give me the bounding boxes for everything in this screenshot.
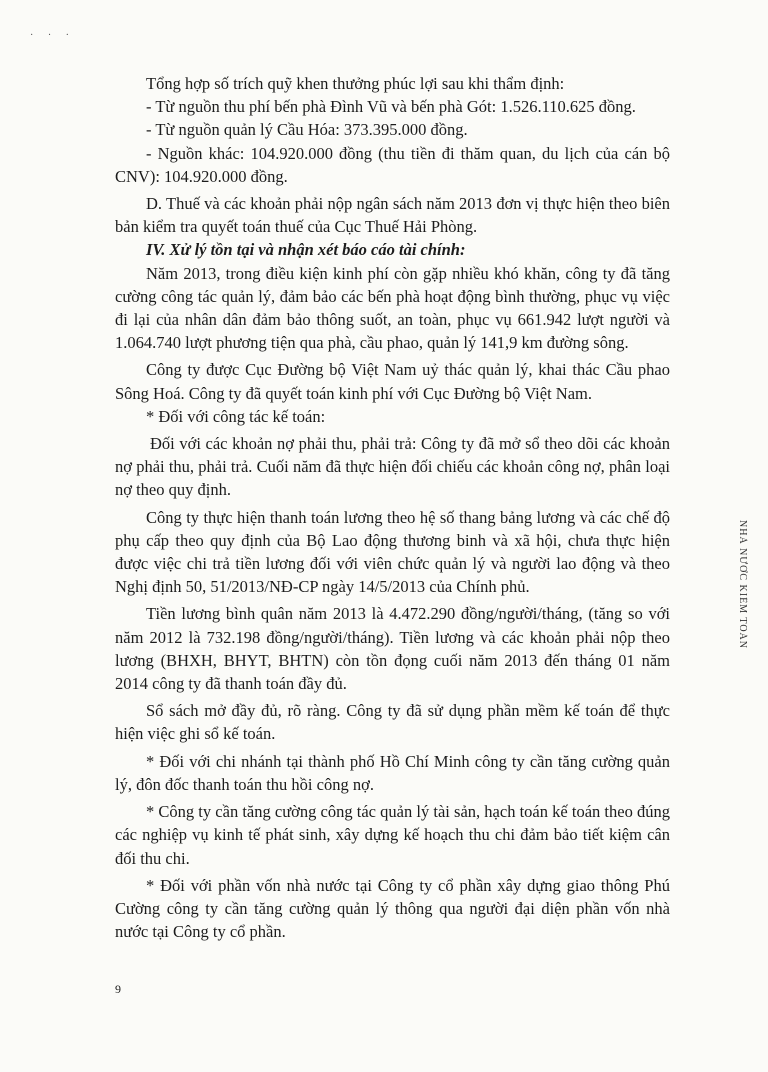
section-heading-iv: IV. Xử lý tồn tại và nhận xét báo cáo tài chính: <box>146 240 466 260</box>
paragraph-entrusted-bridge: Công ty được Cục Đường bộ Việt Nam uỷ thác quản lý, khai thác Cầu phao Sông Hoá. Công ty đã quyết toán kinh phí với Cục Đường bộ Việt Nam. <box>115 360 670 403</box>
paragraph-salary-policy: Công ty thực hiện thanh toán lương theo hệ số thang bảng lương và các chế độ phụ cấp theo quy định của Bộ Lao động thương binh và xã hội, chưa thực hiện được việc chi trả tiền lương đối với viên chức quản lý và người lao động và theo Nghị định 50, 51/2013/NĐ-CP ngày 14/5/2013 của Chính phủ. <box>115 507 670 597</box>
page-body <box>115 72 670 943</box>
paragraph-state-capital: * Đối với phần vốn nhà nước tại Công ty cổ phần xây dựng giao thông Phú Cường công ty cần tăng cường quản lý thông qua người đại diện phần vốn nhà nước tại Công ty cổ phần. <box>115 875 670 942</box>
paragraph-operations-2013: Năm 2013, trong điều kiện kinh phí còn gặp nhiều khó khăn, công ty đã tăng cường công tác quản lý, đảm bảo các bến phà hoạt động bình thường, phục vụ việc đi lại của nhân dân đảm bảo thông suốt, an toàn, phục vụ 661.942 lượt người và 1.064.740 lượt phương tiện qua phà, cầu phao, quản lý 141,9 km đường sông. <box>115 263 670 353</box>
list-item-bridge-fund: - Từ nguồn quản lý Cầu Hóa: 373.395.000 đồng. <box>146 120 468 140</box>
paragraph-hcm-branch: * Đối với chi nhánh tại thành phố Hồ Chí Minh công ty cần tăng cường quản lý, đôn đốc thanh toán thu hồi công nợ. <box>115 751 670 794</box>
page-number: 9 <box>115 982 121 996</box>
paragraph-asset-management: * Công ty cần tăng cường công tác quản lý tài sản, hạch toán kế toán theo đúng các nghiệp vụ kinh tế phát sinh, xây dựng kế hoạch thu chi đảm bảo tiết kiệm cân đối thu chi. <box>115 802 670 868</box>
scan-specks: · · · <box>30 30 75 41</box>
paragraph-receivables: Đối với các khoản nợ phải thu, phải trả: Công ty đã mở sổ theo dõi các khoản nợ phải thu, phải trả. Cuối năm đã thực hiện đối chiếu các khoản công nợ, phân loại nợ theo quy định. <box>115 434 670 500</box>
paragraph-accounting-heading: * Đối với công tác kế toán: <box>146 406 326 426</box>
paragraph-tax: D. Thuế và các khoản phải nộp ngân sách năm 2013 đơn vị thực hiện theo biên bản kiểm tra quyết toán thuế của Cục Thuế Hải Phòng. <box>115 194 670 237</box>
paragraph-bookkeeping: Sổ sách mở đầy đủ, rõ ràng. Công ty đã sử dụng phần mềm kế toán để thực hiện việc ghi sổ kế toán. <box>115 701 670 744</box>
paragraph-fund-summary: Tổng hợp số trích quỹ khen thưởng phúc lợi sau khi thẩm định: <box>146 74 565 93</box>
list-item-ferry-fund: - Từ nguồn thu phí bến phà Đình Vũ và bến phà Gót: 1.526.110.625 đồng. <box>146 97 636 117</box>
paragraph-average-salary: Tiền lương bình quân năm 2013 là 4.472.290 đồng/người/tháng, (tăng so với năm 2012 là 732.198 đồng/người/tháng). Tiền lương và các khoản phải nộp theo lương (BHXH, BHYT, BHTN) còn tồn đọng cuối năm 2013 đến tháng 01 năm 2014 công ty đã thanh toán đầy đủ. <box>115 604 670 694</box>
side-stamp: NHÀ NƯỚC KIỂM TOÁN <box>737 520 748 650</box>
list-item-other-fund: - Nguồn khác: 104.920.000 đồng (thu tiền đi thăm quan, du lịch của cán bộ CNV): 104.920.000 đồng. <box>115 143 670 186</box>
